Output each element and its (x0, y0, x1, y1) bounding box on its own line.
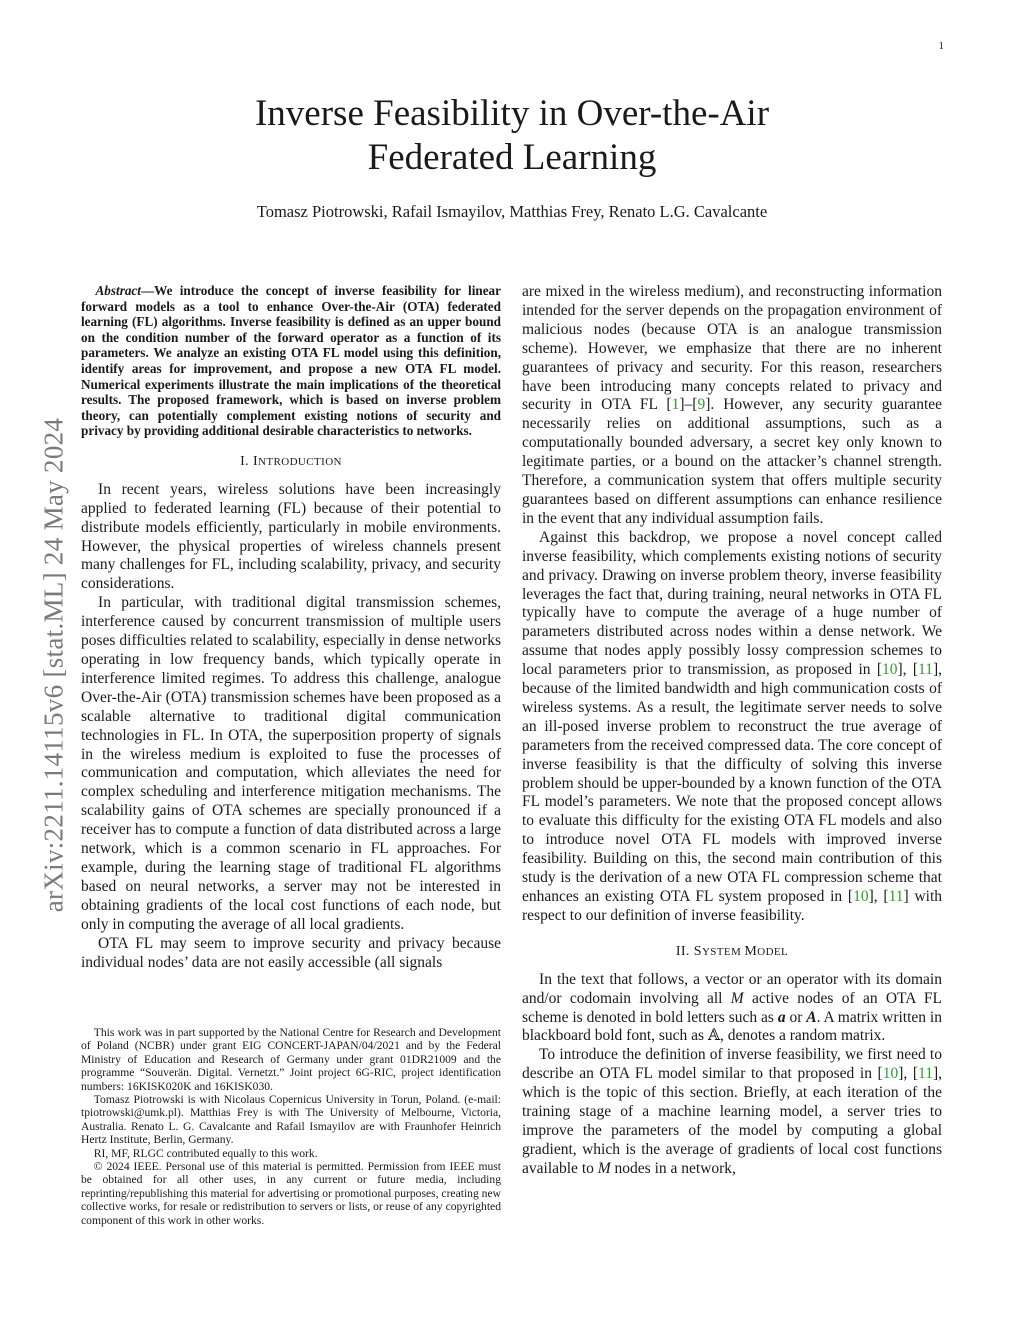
citation-link[interactable]: 11 (888, 888, 904, 905)
citation-link[interactable]: 11 (918, 1065, 933, 1083)
footnote-copyright: © 2024 IEEE. Personal use of this material is permitted. Permission from IEEE must be obtained for all other uses, in any current or future media, including reprinting/republishing this material for advertising or promotional purposes, creating new collective works, for resale or redistribution to servers or lists, or reuse of any copyrighted component of this work in other works. (81, 1160, 501, 1227)
section-heading-system-model: II. SYSTEM MODEL (675, 943, 789, 959)
title-line-2: Federated Learning (367, 137, 657, 178)
intro-paragraph-2: In particular, with traditional digital transmission schemes, interference caused by concurrent transmission of multiple users poses difficulties related to scalability, especially in dense networks operating in low frequency bands, which typically operate in interference limited regimes. To address this challenge, analogue Over-the-Air (OTA) transmission schemes have been proposed as a scalable alternative to traditional digital communication technologies in FL. In OTA, the superposition property of signals in the wireless medium is exploited to fuse the processes of communication and computation, which alleviates the need for complex scheduling and interference mitigation mechanisms. The scalability gains of OTA schemes are specially pronounced if a receiver has to compute a function of data distributed across a large network, which is a common scenario in FL approaches. For example, during the learning stage of traditional FL algorithms based on neural networks, a server may not be interested in obtaining gradients of the local cost functions of each node, but only in computing the average of all local gradients. (81, 594, 501, 933)
intro-paragraph-3-continued: are mixed in the wireless medium), and reconstructing information intended for the server depends on the propagation environment of malicious nodes (because OTA is an analogue transmission scheme). However, we emphasize that there are no inherent guarantees of privacy and security. For this reason, researchers have been introducing many concepts related to privacy and security in OTA FL [1]–[9]. However, any security guarantee necessarily relies on additional assumptions, such as a computationally bounded adversary, a secret key only known to legitimate parties, or a bound on the attacker’s channel strength. Therefore, a communication system that offers multiple security guarantees based on different assumptions can enhance resilience in the event that any individual assumption fails. (522, 283, 943, 527)
abstract-label: Abstract (95, 283, 141, 298)
author-list: Tomasz Piotrowski, Rafail Ismayilov, Matthias Frey, Renato L.G. Cavalcante (256, 202, 768, 221)
paper-title (200, 92, 824, 180)
citation-link[interactable]: 10 (882, 1065, 899, 1083)
citation-link[interactable]: 9 (697, 396, 706, 414)
arxiv-identifier: arXiv:2211.14115v6 [stat.ML] 24 May 2024 (38, 417, 69, 913)
title-line-1: Inverse Feasibility in Over-the-Air (254, 93, 770, 134)
abstract-text: We introduce the concept of inverse feasibility for linear forward models as a tool to enhance Over-the-Air (OTA) federated learning (FL) algorithms. Inverse feasibility is defined as an upper bound on the condition number of the forward operator as a function of its parameters. We analyze an existing OTA FL model using this definition, identify areas for improvement, and propose a new OTA FL model. Numerical experiments illustrate the main implications of the theoretical results. The proposed framework, which is based on inverse problem theory, can potentially complement existing notions of security and privacy by providing additional desirable characteristics to networks. (81, 283, 501, 439)
citation-link[interactable]: 10 (853, 888, 869, 905)
citation-link[interactable]: 10 (882, 661, 898, 679)
citation-link[interactable]: 11 (918, 661, 933, 679)
system-model-paragraph-1: In the text that follows, a vector or an operator with its domain and/or codomain involving all M active nodes of an OTA FL scheme is denoted in bold letters such as a or A. A matrix written in blackboard bold font, such as 𝔸, denotes a random matrix. (522, 970, 942, 1045)
system-model-paragraph-2: To introduce the definition of inverse feasibility, we first need to describe an OTA FL model similar to that proposed in [10], [11], which is the topic of this section. Briefly, at each iteration of the training stage of a machine learning model, a server tries to improve the parameters of the model by computing a global gradient, which is the average of gradients of local cost functions available to M nodes in a network, (522, 1046, 943, 1177)
footnote-contribution: RI, MF, RLGC contributed equally to this work. (93, 1146, 318, 1160)
abstract: Abstract—We introduce the concept of inverse feasibility for linear forward models as a tool to enhance Over-the-Air (OTA) federated learning (FL) algorithms. Inverse feasibility is defined as an upper bound on the condition number of the forward operator as a function of its parameters. We analyze an existing OTA FL model using this definition, identify areas for improvement, and propose a new OTA FL model. Numerical experiments illustrate the main implications of the theoretical results. The proposed framework, which is based on inverse problem theory, can potentially complement existing notions of security and privacy by providing additional desirable characteristics to networks. (81, 283, 501, 439)
left-column (81, 283, 501, 972)
footnote-affiliations: Tomasz Piotrowski is with Nicolaus Copernicus University in Torun, Poland. (e-mail: tpiotrowski@umk.pl). Matthias Frey is with The University of Melbourne, Victoria, Australia. Renato L. G. Cavalcante and Rafail Ismayilov are with Fraunhofer Heinrich Hertz Institute, Berlin, Germany. (81, 1093, 501, 1147)
intro-paragraph-1: In recent years, wireless solutions have been increasingly applied to federated learning (FL) because of their potential to distribute models efficiently, particularly in mobile environments. However, the physical properties of wireless channels present many challenges for FL, including scalability, privacy, and security considerations. (81, 480, 501, 593)
citation-link[interactable]: 1 (671, 396, 680, 414)
intro-paragraph-3: OTA FL may seem to improve security and privacy because individual nodes’ data are not easily accessible (all signals (81, 934, 501, 971)
footnotes (81, 1026, 501, 1227)
page-number: 1 (938, 40, 944, 52)
right-column (522, 283, 942, 1179)
intro-paragraph-4: Against this backdrop, we propose a novel concept called inverse feasibility, which complements existing notions of security and privacy. Drawing on inverse problem theory, inverse feasibility leverages the fact that, during training, neural networks in OTA FL typically have to compute the average of a huge number of parameters distributed across nodes within a dense network. We assume that nodes apply possibly lossy compression schemes to local parameters prior to transmission, as proposed in [10], [11], because of the limited bandwidth and high communication costs of wireless systems. As a result, the legitimate server needs to solve an ill-posed inverse problem to reconstruct the true average of parameters from the received compressed data. The core concept of inverse feasibility is that the difficulty of solving this inverse problem should be upper-bounded by a known function of the OTA FL model’s parameters. We note that the proposed concept allows to evaluate this difficulty for the existing OTA FL models and also to introduce novel OTA FL models with improved inverse feasibility. Building on this, the second main contribution of this study is the derivation of a new OTA FL compression scheme that enhances an existing OTA FL system proposed in [10], [11] with respect to our definition of inverse feasibility. (522, 528, 943, 924)
footnote-funding: This work was in part supported by the National Centre for Research and Development of Poland (NCBR) under grant EIG CONCERT-JAPAN/04/2021 and by the Federal Ministry of Education and Research of Germany under grant 01DR21009 and the programme “Souverän. Digital. Vernetzt.” Joint project 6G-RIC, project identification numbers: 16KISK020K and 16KISK030. (81, 1026, 501, 1093)
section-heading-introduction: I. INTRODUCTION (240, 453, 342, 469)
